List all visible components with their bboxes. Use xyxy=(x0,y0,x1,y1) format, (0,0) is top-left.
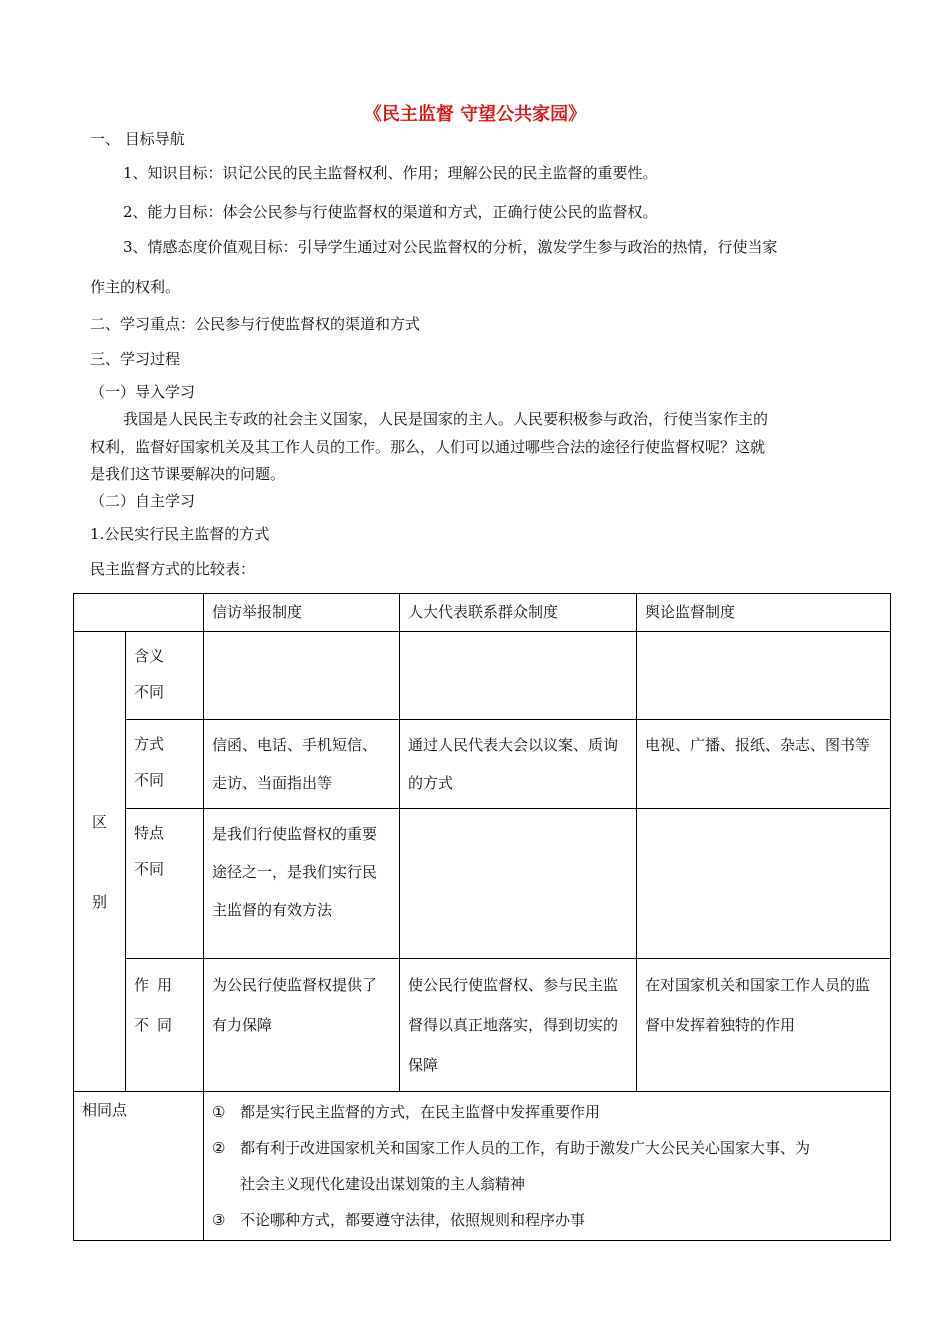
similarity-point: ① 都是实行民主监督的方式，在民主监督中发挥重要作用 xyxy=(212,1103,601,1121)
row-label: 特点不同 xyxy=(126,809,204,959)
table-row xyxy=(74,809,891,959)
table-cell: 使公民行使监督权、参与民主监督得以真正地落实，得到切实的保障 xyxy=(400,959,637,1092)
similarity-point: ② 都有利于改进国家机关和国家工作人员的工作，有助于激发广大公民关心国家大事、为 xyxy=(212,1139,811,1157)
table-header-npc-deputy: 人大代表联系群众制度 xyxy=(400,594,637,632)
table-cell: 是我们行使监督权的重要途径之一，是我们实行民主监督的有效方法 xyxy=(204,809,400,959)
goal-ability: 2、能力目标：体会公民参与行使监督权的渠道和方式，正确行使公民的监督权。 xyxy=(123,203,658,221)
similarities-label: 相同点 xyxy=(74,1092,204,1241)
subsection-intro-heading: （一）导入学习 xyxy=(90,383,196,401)
table-row xyxy=(74,959,891,1092)
intro-paragraph-line-1: 我国是人民民主专政的社会主义国家，人民是国家的主人。人民要积极参与政治，行使当家作主的 xyxy=(123,410,769,428)
section-key-points: 二、学习重点：公民参与行使监督权的渠道和方式 xyxy=(90,315,421,333)
table-cell xyxy=(637,809,891,959)
table-cell: 为公民行使监督权提供了有力保障 xyxy=(204,959,400,1092)
item-supervision-methods: 1.公民实行民主监督的方式 xyxy=(90,525,270,543)
section-goals-heading: 一、 目标导航 xyxy=(90,130,185,148)
document-title: 《民主监督 守望公共家园》 xyxy=(363,104,587,125)
comparison-table xyxy=(73,593,891,1241)
row-label: 含义不同 xyxy=(126,632,204,720)
table-header-public-opinion: 舆论监督制度 xyxy=(637,594,891,632)
section-process-heading: 三、学习过程 xyxy=(90,350,181,368)
goal-knowledge: 1、知识目标：识记公民的民主监督权利、作用；理解公民的民主监督的重要性。 xyxy=(123,164,658,182)
intro-paragraph-line-3: 是我们这节课要解决的问题。 xyxy=(90,465,286,483)
table-cell xyxy=(400,809,637,959)
table-header-corner xyxy=(74,594,204,632)
table-cell xyxy=(637,632,891,720)
table-cell xyxy=(204,632,400,720)
goal-attitude-continued: 作主的权利。 xyxy=(90,278,181,296)
table-cell xyxy=(400,632,637,720)
table-header-petition: 信访举报制度 xyxy=(204,594,400,632)
row-label: 方式不同 xyxy=(126,720,204,809)
table-cell: 信函、电话、手机短信、走访、当面指出等 xyxy=(204,720,400,809)
intro-paragraph-line-2: 权利，监督好国家机关及其工作人员的工作。那么，人们可以通过哪些合法的途径行使监督权呢？这就 xyxy=(90,438,766,456)
table-cell: 在对国家机关和国家工作人员的监督中发挥着独特的作用 xyxy=(637,959,891,1092)
subsection-self-study-heading: （二）自主学习 xyxy=(90,492,196,510)
table-cell: 通过人民代表大会以议案、质询的方式 xyxy=(400,720,637,809)
difference-group-label: 区别 xyxy=(74,632,126,1092)
similarity-point-continued: 社会主义现代化建设出谋划策的主人翁精神 xyxy=(240,1175,526,1193)
table-row xyxy=(74,632,891,720)
similarity-point: ③ 不论哪种方式，都要遵守法律，依照规则和程序办事 xyxy=(212,1211,586,1229)
goal-attitude: 3、情感态度价值观目标：引导学生通过对公民监督权的分析，激发学生参与政治的热情，行使当家 xyxy=(123,238,778,256)
table-cell: 电视、广播、报纸、杂志、图书等 xyxy=(637,720,891,809)
similarities-cell xyxy=(204,1092,891,1241)
table-row xyxy=(74,720,891,809)
table-caption: 民主监督方式的比较表： xyxy=(90,560,256,578)
table-header-row xyxy=(74,594,891,632)
row-label: 作用不同 xyxy=(126,959,204,1092)
table-row-similarities xyxy=(74,1092,891,1241)
